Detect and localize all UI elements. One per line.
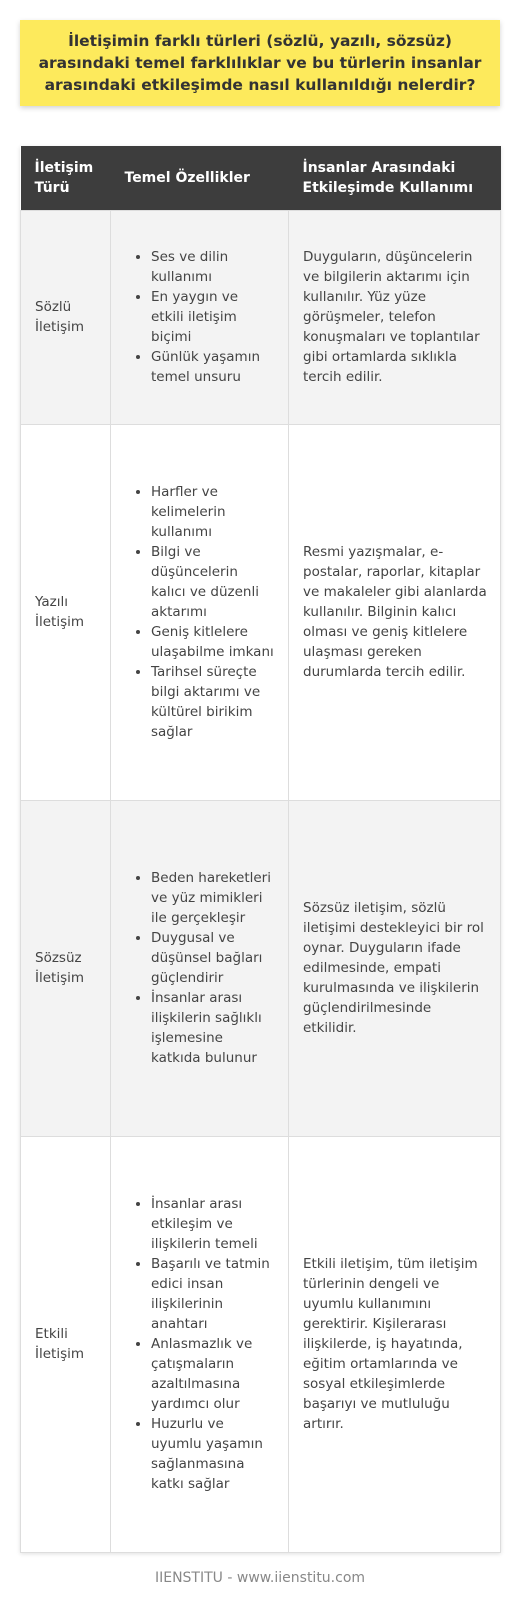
cell-type: Yazılı İletişim [21, 424, 111, 800]
list-item: • Duygusal ve düşünsel bağları güçlendirir [151, 928, 274, 988]
cell-features [111, 1136, 289, 1552]
table-header-row [21, 146, 501, 210]
title-banner [20, 20, 500, 106]
table-row [21, 800, 501, 1136]
list-item: • Bilgi ve düşüncelerin kalıcı ve düzenli aktarımı [151, 542, 274, 622]
feature-list [125, 1194, 274, 1494]
list-item: • Huzurlu ve uyumlu yaşamın sağlanmasına katkı sağlar [151, 1414, 274, 1494]
list-item: • Geniş kitlelere ulaşabilme imkanı [151, 622, 274, 662]
list-item: • Tarihsel süreçte bilgi aktarımı ve kültürel birikim sağlar [151, 662, 274, 742]
feature-list [125, 482, 274, 742]
cell-type: Etkili İletişim [21, 1136, 111, 1552]
cell-usage: Resmi yazışmalar, e-postalar, raporlar, kitaplar ve makaleler gibi alanlarda kullanılır. Bilginin kalıcı olması ve geniş kitlelere ulaşması gereken durumlarda tercih edilir. [289, 424, 501, 800]
list-item: • Günlük yaşamın temel unsuru [151, 347, 274, 387]
comparison-table [20, 146, 501, 1553]
list-item: • İnsanlar arası ilişkilerin sağlıklı işlemesine katkıda bulunur [151, 988, 274, 1068]
cell-usage: Duyguların, düşüncelerin ve bilgilerin aktarımı için kullanılır. Yüz yüze görüşmeler, telefon konuşmaları ve toplantılar gibi ortamlarda sıklıkla tercih edilir. [289, 210, 501, 424]
footer-credit: IIENSTITU - www.iienstitu.com [154, 1570, 366, 1586]
header-type: İletişim Türü [21, 146, 111, 210]
list-item: • Ses ve dilin kullanımı [151, 247, 274, 287]
list-item: • Başarılı ve tatmin edici insan ilişkilerinin anahtarı [151, 1254, 274, 1334]
cell-usage: Sözsüz iletişim, sözlü iletişimi destekleyici bir rol oynar. Duyguların ifade edilmesinde, empati kurulmasında ve ilişkilerin güçlendirilmesinde etkilidir. [289, 800, 501, 1136]
list-item: • İnsanlar arası etkileşim ve ilişkilerin temeli [151, 1194, 274, 1254]
list-item: • Beden hareketleri ve yüz mimikleri ile gerçekleşir [151, 868, 274, 928]
feature-list [125, 868, 274, 1068]
table-row [21, 1136, 501, 1552]
header-features: Temel Özellikler [111, 146, 289, 210]
header-usage: İnsanlar Arasındaki Etkileşimde Kullanımı [289, 146, 501, 210]
list-item: • Anlasmazlık ve çatışmaların azaltılmasına yardımcı olur [151, 1334, 274, 1414]
cell-features [111, 800, 289, 1136]
table-row [21, 210, 501, 424]
feature-list [125, 247, 274, 387]
table-row [21, 424, 501, 800]
page-title: İletişimin farklı türleri (sözlü, yazılı, sözsüz) arasındaki temel farklılıklar ve bu türlerin insanlar arasındaki etkileşimde nasıl kullanıldığı nelerdir? [38, 32, 482, 94]
cell-features [111, 210, 289, 424]
cell-features [111, 424, 289, 800]
cell-usage: Etkili iletişim, tüm iletişim türlerinin dengeli ve uyumlu kullanımını gerektirir. Kişilerarası ilişkilerde, iş hayatında, eğitim ortamlarında ve sosyal etkileşimlerde başarıyı ve mutluluğu artırır. [289, 1136, 501, 1552]
list-item: • Harfler ve kelimelerin kullanımı [151, 482, 274, 542]
list-item: • En yaygın ve etkili iletişim biçimi [151, 287, 274, 347]
cell-type: Sözlü İletişim [21, 210, 111, 424]
cell-type: Sözsüz İletişim [21, 800, 111, 1136]
